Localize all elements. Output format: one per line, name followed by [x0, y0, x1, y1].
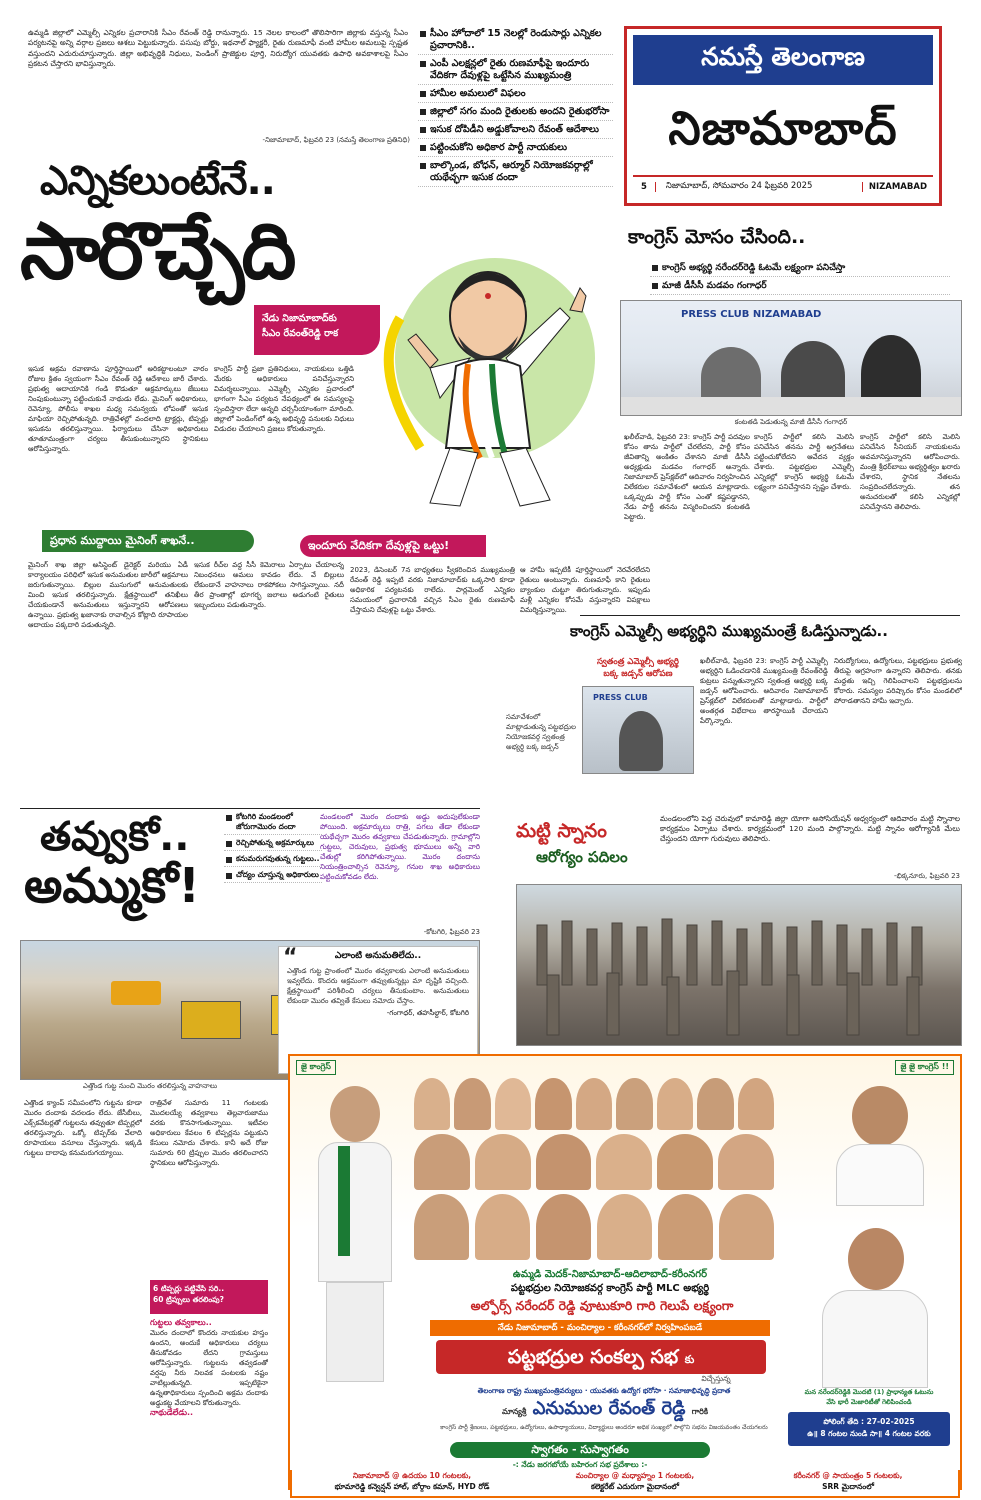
- leader-thumb: [535, 1078, 571, 1130]
- masthead: [624, 26, 942, 206]
- sand-subhead-d: నాథుడేలేడు..: [150, 1408, 194, 1417]
- ad-welcome: స్వాగతం - సుస్వాగతం: [450, 1442, 710, 1458]
- portrait-head: [848, 1228, 904, 1290]
- yoga-sig: -భిక్కనూరు, ఫిబ్రవరి 23: [893, 872, 960, 880]
- sand-col-1: ఎత్తొండ క్యాంప్ సమీపంలోని గుట్టను కూడా మొరం దందాకు వదలడం లేదు. జేసీబీలు, ఎక్స్‌కవేటర్లతో గుట్టలను తవ్వుతూ టిప్పర్లలో తరలిస్తున్నారు. ఒక్కో టిప్పర్‌కు వేలాది రూపాయలు వసూలు చేస్తున్నారు. ఇక్కడి గుట్టలు దాదాపు కనుమరుగయ్యాయి.: [24, 1099, 142, 1157]
- leader-thumb: [719, 1194, 774, 1260]
- leader-thumb: [576, 1078, 612, 1130]
- moram-caption: ఎత్తొండ గుట్ట నుంచి మొరం తరలిస్తున్న వాహనాలు: [82, 1082, 218, 1090]
- schedule-place: కలెక్టరేట్ ఎదురుగా మైదానంలో: [590, 1482, 680, 1491]
- lead-headline-big: సారొచ్చేది: [20, 207, 294, 297]
- leader-thumb: [657, 1134, 713, 1190]
- sand-bullets: [224, 812, 322, 886]
- ad-line-3: అల్ఫోర్స్ నరేందర్ రెడ్డి వూటుకూరి గారి గెలుపే లక్ష్యంగా: [470, 1298, 734, 1313]
- leader-thumb: [597, 1194, 652, 1260]
- mud-bath-photo: [516, 884, 962, 1046]
- story3-col-2: నిరుద్యోగులు, ఉద్యోగులు, పట్టభద్రులు ప్రభుత్వ తీరుపై ఆగ్రహంగా ఉన్నారని తెలిపారు. తనకు మద్దతు ఇచ్చి గెలిపించాలని పట్టభద్రులను కోరారు. సమస్యల పరిష్కారం కోసం మండలిలో పోరాడతానని హామీ ఇచ్చారు.: [834, 657, 962, 705]
- story3-tag-2: బక్క జడ్సన్ ఆరోపణ: [603, 669, 673, 679]
- quote-title: ఎలాంటి అనుమతిలేదు..: [334, 951, 422, 961]
- story2-headline: కాంగ్రెస్ మోసం చేసింది..: [628, 226, 806, 248]
- story2-col-2: కాంగ్రెస్ పార్టీలో కలిసి మెలిసి పనిచేసిన తనను పార్టీ అగ్రనేతలు పట్టించుకోలేదని ఆవేదన వ్యక్తం చేశారు. పట్టభద్రుల ఎమ్మెల్సీ ఎన్నికల్లో కాంగ్రెస్ అభ్యర్థి ఓటమే లక్ష్యంగా పనిచేస్తానని స్పష్టం చేశారు.: [754, 433, 854, 491]
- portrait-body: [836, 1144, 924, 1206]
- ad-schedule-item: [748, 1470, 948, 1496]
- story3-headline: కాంగ్రెస్ ఎమ్మెల్సీ అభ్యర్థిని ముఖ్యమంత్రే ఓడిస్తున్నాడు..: [570, 622, 888, 640]
- pressclub-photo: [620, 300, 962, 416]
- quote-sig: -గంగాధర్, తహసీల్దార్, కోటగిరి: [386, 1009, 469, 1017]
- quote-mark-icon: “: [283, 945, 298, 970]
- portrait-body: [318, 1142, 392, 1282]
- schedule-head: నిజామాబాద్ @ ఉదయం 10 గంటలకు,: [352, 1471, 472, 1480]
- ad-schedule-item: [535, 1470, 735, 1496]
- portrait-head: [852, 1086, 908, 1146]
- leader-thumb: [616, 1078, 652, 1130]
- lead-bullet: హామీల అమలులో విఫలం: [418, 88, 613, 103]
- lead-bullet: బాల్కొండ, బోధన్, ఆర్మూర్ నియోజకవర్గాల్లో యథేచ్ఛగా ఇసుక దందా: [418, 160, 613, 187]
- leader-thumb: [454, 1078, 490, 1130]
- leader-thumb: [475, 1134, 531, 1190]
- table: [621, 397, 961, 415]
- ad-line-7: కాంగ్రెస్ పార్టీ శ్రేణులు, పట్టభద్రులు, ఉద్యోగులు, ఉపాధ్యాయులు, విద్యార్థులు అందరూ అధిక సంఖ్యలో పాల్గొని సభను విజయవంతం చేయగలరు: [440, 1424, 768, 1431]
- lead-intro: ఉమ్మడి జిల్లాలో ఎమ్మెల్సీ ఎన్నికల ప్రచారానికి సీఎం రేవంత్ రెడ్డి రానున్నారు. 15 నెలల కాలంలో తొలిసారిగా జిల్లాకు వస్తున్న సీఎం పర్యటనపై అన్ని వర్గాల ప్రజలు ఆశలు పెట్టుకున్నారు. పసుపు బోర్డు, ఇథనాల్ ఫ్యాక్టరీ, రైతు రుణమాఫీ వంటి హామీల అమలుపై స్పష్టత వస్తుందని ఎదురుచూస్తున్నారు. జిల్లా అభివృద్ధికి నిధులు, పెండింగ్ ప్రాజెక్టుల పూర్తి, నిరుద్యోగ యువతకు ఉపాధి అవకాశాలపై సీఎం ప్రకటన చేస్తారని భావిస్తున్నారు.: [28, 28, 408, 69]
- dateline: నిజామాబాద్, సోమవారం 24 ఫిబ్రవరి 2025: [665, 181, 813, 191]
- leader-thumb: [657, 1078, 693, 1130]
- portrait-body: [822, 1290, 928, 1388]
- leader-thumb: [697, 1078, 733, 1130]
- ad-cm: [440, 1398, 770, 1423]
- story3-tag: [582, 656, 694, 680]
- ad-sabha: [436, 1340, 766, 1374]
- yoga-title-1: మట్టి స్నానం: [516, 820, 607, 842]
- sand-subhead: [150, 1280, 268, 1314]
- leader-portrait-cm: [300, 1086, 410, 1386]
- story3-col-1: ఖలీల్‌వాడి, ఫిబ్రవరి 23: కాంగ్రెస్ పార్టీ ఎమ్మెల్సీ అభ్యర్థిని ఓడించడానికి ముఖ్యమంత్రి రేవంత్‌రెడ్డి కుట్రలు పన్నుతున్నారని స్వతంత్ర అభ్యర్థి బక్క జడ్సన్ ఆరోపించారు. ఆదివారం నిజామాబాద్ ప్రెస్‌క్లబ్‌లో విలేకరులతో మాట్లాడారు. పార్టీలో అంతర్గత విభేదాలు తారస్థాయికి చేరాయని పేర్కొన్నారు.: [700, 657, 828, 725]
- portrait-head: [330, 1086, 380, 1142]
- ad-jai-left: జై కాంగ్రెస్: [296, 1060, 336, 1075]
- oath-col-2: ఆ హామీ ఇప్పటికీ పూర్తిస్థాయిలో నెరవేరలేదని రైతులు అంటున్నారు. రుణమాఫీ కాని రైతులు బ్యాంకుల చుట్టూ తిరుగుతున్నారు. ఇప్పుడు మళ్లీ ఎన్నికల కోసమే వస్తున్నారని విపక్షాలు విమర్శిస్తున్నాయి.: [520, 566, 650, 614]
- lead-bullet: సీఎం హోదాలో 15 నెలల్లో రెండుసార్లు ఎన్నికల ప్రచారానికి..: [418, 28, 613, 55]
- schedule-head: మంచిర్యాల @ మధ్యాహ్నం 1 గంటలకు,: [575, 1471, 695, 1480]
- ad-line-1: ఉమ్మడి మెదక్-నిజామాబాద్-ఆదిలాబాద్-కరీంనగర్: [512, 1269, 708, 1280]
- yoga-title-2: ఆరోగ్యం పదిలం: [536, 848, 628, 866]
- lead-bullet: ఇసుక దోపిడీని అడ్డుకోవాలని రేవంత్ ఆదేశాలు: [418, 124, 613, 139]
- leaders-row-2: [414, 1134, 774, 1190]
- cartoon-caption: సమావేశంలో మాట్లాడుతున్న పట్టభద్రుల నియోజకవర్గ స్వతంత్ర అభ్యర్థి బక్క జడ్సన్: [506, 713, 576, 751]
- ad-vote-2: వేసి భారీ మెజారిటీతో గెలిపించండి: [826, 1398, 912, 1406]
- sand-bullet: చోద్యం చూస్తున్న అధికారులు: [224, 870, 322, 883]
- ad-poll: [788, 1412, 950, 1446]
- lead-bullet: జిల్లాలో సగం మంది రైతులకు అందని రైతుభరోసా: [418, 106, 613, 121]
- leaders-row-1: [414, 1078, 774, 1130]
- pressclub-caption: కంటతడి పెడుతున్న మాజీ డీసీసీ గంగాధర్: [734, 418, 848, 426]
- yoga-figures: [517, 885, 963, 1047]
- divider: [580, 615, 960, 616]
- leader-thumb: [414, 1078, 450, 1130]
- story3-tag-1: స్వతంత్ర ఎమ్మెల్సీ అభ్యర్థి: [597, 657, 679, 667]
- advertisement: [288, 1054, 962, 1490]
- sand-bullet: కోటగిరి మండలంలో జోరుగామొరం దందా: [224, 812, 322, 835]
- sand-subhead-b: 60 ట్రిప్పులు తరలింపు?: [153, 1295, 224, 1304]
- masthead-city: నిజామాబాద్: [668, 101, 898, 155]
- cm-cartoon: [360, 248, 610, 516]
- page-number: 5: [633, 182, 656, 192]
- story2-bullet: కాంగ్రెస్ అభ్యర్థి నరేందర్‌రెడ్డి ఓటమే లక్ష్యంగా పనిచేస్తా: [650, 262, 950, 277]
- mining-col-2: ఇసుక రీచ్‌ల వద్ద సీసీ కెమెరాలు ఏర్పాటు చేయాలన్న నిబంధనలు అమలు కావడం లేదు. వే బిల్లులు లేకుండానే వాహనాలు రాకపోకలు సాగిస్తున్నాయి. నదీ తీర ప్రాంతాల్లో భూగర్భ జలాలు అడుగంటి రైతులు ఇబ్బందులు పడుతున్నారు.: [194, 561, 344, 609]
- sand-subhead-c: గుట్టలు తవ్వకాలు..: [150, 1318, 212, 1327]
- leader-thumb: [596, 1134, 652, 1190]
- lead-bullets: [418, 28, 613, 190]
- edition: NIZAMABAD: [862, 182, 933, 192]
- ad-poll-label: పోలింగ్ తేది : 27-02-2025: [823, 1417, 915, 1426]
- oath-strip: ఇందూరు వేదికగా దేవుళ్లపై ఒట్టు!: [300, 535, 486, 557]
- leader-thumb: [536, 1134, 592, 1190]
- ad-sabha-suffix: కు: [684, 1353, 695, 1366]
- excavator: [111, 981, 161, 1005]
- leader-thumb: [414, 1134, 470, 1190]
- leaders-row-3: [414, 1194, 774, 1260]
- divider: [20, 808, 480, 809]
- masthead-strip: [633, 175, 933, 197]
- lead-col-2: కాంగ్రెస్ పార్టీ ప్రజా ప్రతినిధులు, నాయకులు ఒత్తిడి మేరకు అధికారులు పనిచేస్తున్నారని విమర్శలున్నాయి. ఎమ్మెల్సీ ఎన్నికల ప్రచారంలో భాగంగా సీఎం పర్యటన నేపథ్యంలో ఈ సమస్యలపై స్పందిస్తారా లేదా అన్నది చర్చనీయాంశంగా మారింది. జిల్లాలో పెండింగ్‌లో ఉన్న అభివృద్ధి పనులకు నిధులు విడుదల చేయాలని ప్రజలు కోరుతున్నారు.: [214, 365, 354, 433]
- sand-subhead-a: 6 టిప్పర్లు పట్టివేసి సరి..: [153, 1284, 225, 1293]
- lead-bullet: పట్టించుకోని అధికార పార్టీ నాయకులు: [418, 142, 613, 157]
- yoga-title: [516, 818, 656, 870]
- lead-col-1: ఇసుక అక్రమ రవాణాను పూర్తిస్థాయిలో అరికట్టాలంటూ వారం రోజుల క్రితం స్వయంగా సీఎం రేవంత్ రెడ్డి ఆదేశాలు జారీ చేశారు. ప్రభుత్వ ఆదాయానికి గండి కొడుతూ అక్రమార్కులు జేబులు నింపుకుంటున్నా పట్టించుకునే నాథుడు లేడు. మైనింగ్ అధికారులు, రెవెన్యూ, పోలీసు శాఖల మధ్య సమన్వయ లోపంతో ఇసుక మాఫియా రెచ్చిపోతున్నది. రాత్రివేళల్లో వందలాది ట్రాక్టర్లు, టిప్పర్లు ఇసుకను తరలిస్తున్నాయి. ఫిర్యాదులు చేసినా అధికారులు తూతూమంత్రంగా చర్యలు తీసుకుంటున్నారని స్థానికులు ఆరోపిస్తున్నారు.: [28, 365, 208, 453]
- subhead-line-2: సీఎం రేవంత్‌రెడ్డి రాక: [262, 328, 339, 339]
- quote-text: ఎత్తొండ గుట్ట ప్రాంతంలో మొరం తవ్వకాలకు ఎలాంటి అనుమతులు ఇవ్వలేదు. కొందరు అక్రమంగా తవ్వుతున్నట్లు మా దృష్టికి వచ్చింది. క్షేత్రస్థాయిలో పరిశీలించి చర్యలు తీసుకుంటాం. అనుమతులు లేకుండా మొరం తవ్వితే కేసులు నమోదు చేస్తాం.: [287, 967, 469, 1005]
- subhead-line-1: నేడు నిజామాబాద్‌కు: [262, 313, 337, 324]
- press-banner-text: PRESS CLUB NIZAMABAD: [681, 309, 822, 320]
- ad-cm-suffix: గారికి: [691, 1407, 709, 1416]
- ad-vote-1: మన నరేందర్‌రెడ్డికి మొదటి (1) ప్రాధాన్యత ఓటును: [804, 1388, 934, 1396]
- lead-signature: -నిజామాబాద్, ఫిబ్రవరి 23 (నమస్తే తెలంగాణ ప్రతినిధి): [262, 136, 410, 144]
- candidate-photo: [582, 686, 694, 774]
- oath-col-1: 2023, డిసెంబర్ 7న బాధ్యతలు స్వీకరించిన ముఖ్యమంత్రి రేవంత్ రెడ్డి ఇప్పటి వరకు నిజామాబాద్‌కు ఒక్కసారి కూడా అధికారిక పర్యటనకు రాలేదు. పార్లమెంట్ ఎన్నికల సమయంలో ప్రచారానికి వచ్చిన సీఎం రైతు రుణమాఫీ చేస్తామని దేవుళ్లపై ఒట్టు వేశారు.: [350, 566, 515, 614]
- sand-bullet: రెచ్చిపోతున్న అక్రమార్కులు: [224, 838, 322, 851]
- leader-portrait-right: [830, 1086, 930, 1206]
- ad-jai-right: జై జై కాంగ్రెస్ !!: [895, 1060, 954, 1075]
- sand-col-3: గుట్టలు తవ్వకాలు.. మొరం దందాలో కొందరు నాయకుల హస్తం ఉందని, అందుకే అధికారులు చర్యలు తీసుకోవడం లేదని గ్రామస్తులు ఆరోపిస్తున్నారు. గుట్టలను తవ్వడంతో వర్షపు నీరు నిలవక పంటలకు నష్టం వాటిల్లుతున్నది. ఇప్పటికైనా ఉన్నతాధికారులు స్పందించి అక్రమ దందాకు అడ్డుకట్ట వేయాలని కోరుతున్నారు. నాథుడేలేడు..: [150, 1318, 268, 1417]
- story2-bullets: [650, 262, 950, 298]
- schedule-place: భూమారెడ్డి కన్వెన్షన్ హాల్, బోర్గాం కమాన్, HYD రోడ్: [334, 1482, 490, 1491]
- sand-col-2: రాత్రివేళ సుమారు 11 గంటలకు మొదలయ్యే తవ్వకాలు తెల్లవారుజాము వరకు కొనసాగుతున్నాయి. ఇటీవల అధికారులు కేవలం 6 టిప్పర్లను పట్టుకుని కేసులు నమోదు చేశారు. కానీ అదే రోజు సుమారు 60 ట్రిప్పుల మొరం తరలించారని స్థానికులు ఆరోపిస్తున్నారు.: [150, 1099, 268, 1167]
- ad-line-4: నేడు నిజామాబాద్ - మంచిర్యాల - కరీంనగర్‌లో నిర్వహింపబడే: [430, 1320, 770, 1336]
- leader-thumb: [718, 1134, 774, 1190]
- masthead-top: నమస్తే తెలంగాణ: [633, 35, 933, 85]
- sand-sig-top: -కోటగిరి, ఫిబ్రవరి 23: [423, 928, 480, 936]
- ad-line-6: తెలంగాణ రాష్ట్ర ముఖ్యమంత్రివర్యులు · యువతకు ఉద్యోగ భరోసా · సమాజాభివృద్ధి ప్రదాత: [477, 1386, 731, 1395]
- mining-col-1: మైనింగ్ శాఖ జిల్లా అసిస్టెంట్ డైరెక్టర్ మరియు ఏడీ కార్యాలయం పరిధిలో ఇసుక అనుమతుల జారీలో అక్రమాలు జరుగుతున్నాయి. బిల్లుల ముసుగులో అనుమతులకు మించి ఇసుక తరలిస్తున్నారు. క్షేత్రస్థాయిలో తనిఖీలు చేయకుండానే అనుమతులు ఇస్తున్నారని ఆరోపణలు ఉన్నాయి. ప్రభుత్వ ఖజానాకు రావాల్సిన కోట్లాది రూపాయల ఆదాయం పక్కదారి పడుతున్నది.: [28, 561, 188, 629]
- mining-strip: ప్రధాన ముద్దాయి మైనింగ్ శాఖనే..: [42, 530, 254, 552]
- ad-cm-prefix: మాన్యశ్రీ: [501, 1407, 527, 1416]
- press-banner-text: PRESS CLUB: [593, 693, 648, 702]
- ad-poll-time: ఉ॥ 8 గంటల నుండి సా॥ 4 గంటల వరకు: [807, 1429, 931, 1438]
- leader-thumb: [536, 1194, 591, 1260]
- ad-line-2: పట్టభద్రుల నియోజకవర్గ కాంగ్రెస్ పార్టీ MLC అభ్యర్థి: [510, 1283, 710, 1294]
- leader-thumb: [475, 1194, 530, 1260]
- sand-col-top: మండలంలో మొరం దందాకు అడ్డు అదుపులేకుండా పోయింది. అక్రమార్కులు రాత్రి, పగలు తేడా లేకుండా యథేచ్ఛగా మొరం తవ్వకాలు చేపడుతున్నారు. గ్రామాల్లోని గుట్టలు, చెరువులు, ప్రభుత్వ భూములు అన్నీ వారి చేతుల్లో కరిగిపోతున్నాయి. మొరం దందాను నియంత్రించాల్సిన రెవెన్యూ, గనుల శాఖ అధికారులు పట్టించుకోవడం లేదు.: [320, 812, 480, 881]
- ad-line-5: విచ్చేస్తున్న: [701, 1374, 731, 1383]
- ad-sched-title: -: నేడు జరగబోయే బహిరంగ సభ ప్రదేశాలు :-: [512, 1460, 648, 1469]
- leader-thumb: [658, 1194, 713, 1260]
- leader-thumb: [738, 1078, 774, 1130]
- portrait-legs: [326, 1282, 384, 1382]
- ad-cm-name: ఎనుముల రేవంత్ రెడ్డి: [532, 1398, 686, 1419]
- ad-schedule-item: [302, 1470, 522, 1496]
- lead-headline-small: ఎన్నికలుంటేనే..: [40, 158, 275, 204]
- portrait-scarf: [338, 1146, 350, 1256]
- sand-headline-1: తవ్వుకో..: [40, 814, 190, 860]
- sand-headline-2: అమ్ముకో!: [24, 858, 201, 914]
- ad-candidate: [800, 1218, 950, 1388]
- story2-col-1: ఖలీల్‌వాడి, ఫిబ్రవరి 23: కాంగ్రెస్ పార్టీ పదవుల కోసం తాను పార్టీలో చేరలేదని, పార్టీ కోసం జీవితాన్ని అంకితం చేశానని మాజీ డీసీసీ అధ్యక్షుడు మడవం గంగాధర్ అన్నారు. నిజామాబాద్ ప్రెస్‌క్లబ్‌లో ఆదివారం నిర్వహించిన విలేకరుల సమావేశంలో ఆయన మాట్లాడారు. ఒక్కప్పుడు పార్టీ కోసం ఎంతో కష్టపడ్డానని, నేడు పార్టీ తనను విస్మరించిందని కంటతడి పెట్టారు.: [624, 433, 750, 521]
- story2-col-3: కాంగ్రెస్ పార్టీలో కలిసి మెలిసి పనిచేసిన సీనియర్ నాయకులను అవమానిస్తున్నారని ఆరోపించారు. మంత్రి శ్రీధర్‌బాబు అభ్యర్థిత్వం ఖరారు చేశారని, స్థానిక నేతలను సంప్రదించలేదన్నారు. తన అనుచరులతో కలిసి ఎన్నికల్లో పనిచేస్తానని తెలిపారు.: [860, 433, 960, 511]
- lead-bullet: ఎంపీ ఎలక్షన్లలో రైతు రుణమాఫీపై ఇందూరు వేదికగా దేవుళ్లపై ఒట్టేసిన ముఖ్యమంత్రి: [418, 58, 613, 85]
- schedule-place: SRR మైదానంలో: [822, 1482, 874, 1491]
- ad-sabha-title: పట్టభద్రుల సంకల్ప సభ: [507, 1346, 679, 1368]
- story2-bullet: మాజీ డీసీసీ మడవం గంగాధర్: [650, 280, 950, 295]
- schedule-head: కరీంనగర్ @ సాయంత్రం 5 గంటలకు,: [793, 1471, 903, 1480]
- ad-schedule: [290, 1470, 960, 1498]
- leader-thumb: [495, 1078, 531, 1130]
- yoga-text: మండలంలోని పెద్ద చెరువులో కామారెడ్డి జిల్లా యోగా అసోసియేషన్ ఆధ్వర్యంలో ఆదివారం మట్టి స్నానాల కార్యక్రమం ఏర్పాటు చేశారు. కార్యక్రమంలో 120 మంది పాల్గొన్నారు. మట్టి స్నానం ఆరోగ్యానికి మేలు చేస్తుందని యోగా గురువులు తెలిపారు.: [660, 814, 960, 843]
- leader-thumb: [414, 1194, 469, 1260]
- sand-bullet: కనుమరుగవుతున్న గుట్టలు..: [224, 854, 322, 867]
- person-figure: [619, 711, 663, 771]
- truck: [181, 1001, 241, 1039]
